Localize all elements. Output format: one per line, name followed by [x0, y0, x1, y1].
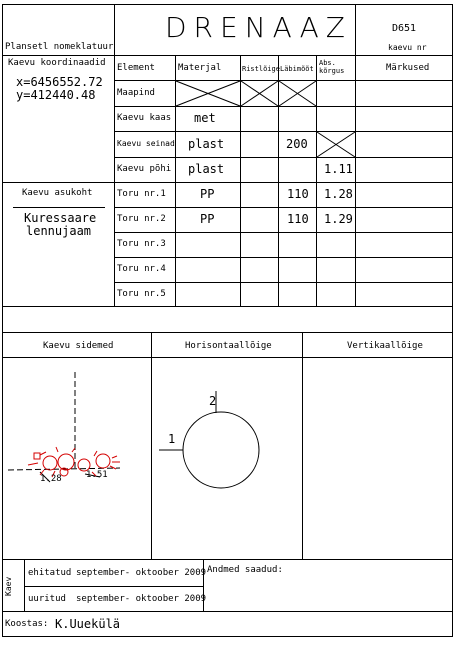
- location-line-1: Kuressaare: [24, 211, 97, 225]
- row-element-name: Toru nr.2: [117, 214, 166, 224]
- plan-nomenclature-label: Plansetl nomeklatuur: [5, 42, 114, 52]
- footer-middle-line: [24, 586, 203, 587]
- row-diameter: 110: [287, 212, 309, 226]
- built-label: ehitatud: [28, 568, 72, 578]
- author-name: K.Uuekülä: [55, 617, 121, 631]
- row-element-name: Kaevu kaas: [117, 113, 172, 123]
- sketch-label-left: 1.28: [40, 474, 62, 484]
- header-remarks: Märkused: [386, 63, 430, 73]
- header-cross-section: Ristlõige: [242, 65, 280, 73]
- data-source-label: Andmed saadud:: [207, 565, 283, 575]
- surveyed-label: uuritud: [28, 594, 66, 604]
- row-diameter: 200: [286, 137, 308, 151]
- row-material: met: [194, 111, 216, 125]
- built-value: september- oktoober 2009: [76, 568, 207, 578]
- row-element-name: Toru nr.3: [117, 239, 166, 249]
- sketch-label-right: 1.51: [86, 470, 108, 480]
- well-circle: [183, 412, 259, 488]
- pipe-1-number: 1: [168, 432, 176, 446]
- row-abs-height: 1.28: [324, 187, 353, 201]
- coordinate-x: x=6456552.72: [16, 75, 103, 89]
- footer-top-line: [2, 559, 453, 560]
- row-element-name: Toru nr.4: [117, 264, 166, 274]
- vertical-section-heading: Vertikaallõige: [347, 341, 423, 351]
- coordinate-y: y=412440.48: [16, 88, 96, 102]
- well-number: D651: [392, 23, 417, 34]
- row-diameter: 110: [287, 187, 309, 201]
- coordinates-label: Kaevu koordinaadid: [8, 58, 106, 68]
- well-number-label: kaevu nr: [388, 43, 427, 52]
- well-vertical-label: Kaev: [4, 576, 13, 596]
- pipe-2-number: 2: [209, 394, 217, 408]
- row-element-name: Toru nr.5: [117, 289, 166, 299]
- author-label: Koostas:: [5, 619, 49, 629]
- row-element-name: Kaevu seinad: [117, 139, 175, 148]
- connections-heading: Kaevu sidemed: [43, 341, 114, 351]
- row-material: plast: [188, 137, 225, 151]
- horizontal-section-heading: Horisontaallõige: [185, 341, 272, 351]
- header-element: Element: [117, 63, 155, 73]
- surveyed-value: september- oktoober 2009: [76, 594, 207, 604]
- location-line-2: lennujaam: [26, 224, 92, 238]
- document-title: DRENAAZ: [165, 11, 352, 44]
- header-material: Materjal: [178, 63, 222, 73]
- row-element-name: Toru nr.1: [117, 189, 166, 199]
- header-abs-height: Abs. kõrgus: [319, 59, 345, 75]
- row-abs-height: 1.11: [324, 162, 353, 176]
- header-diameter: Läbimõõt: [280, 65, 314, 73]
- location-label: Kaevu asukoht: [22, 188, 93, 198]
- row-abs-height: 1.29: [324, 212, 353, 226]
- row-material: PP: [200, 187, 215, 201]
- row-material: PP: [200, 212, 215, 226]
- footer-left-divider: [24, 559, 25, 611]
- row-material: plast: [188, 162, 225, 176]
- row-element-name: Maapind: [117, 88, 155, 98]
- row-element-name: Kaevu põhi: [117, 164, 172, 174]
- footer-bottom-line: [2, 611, 453, 612]
